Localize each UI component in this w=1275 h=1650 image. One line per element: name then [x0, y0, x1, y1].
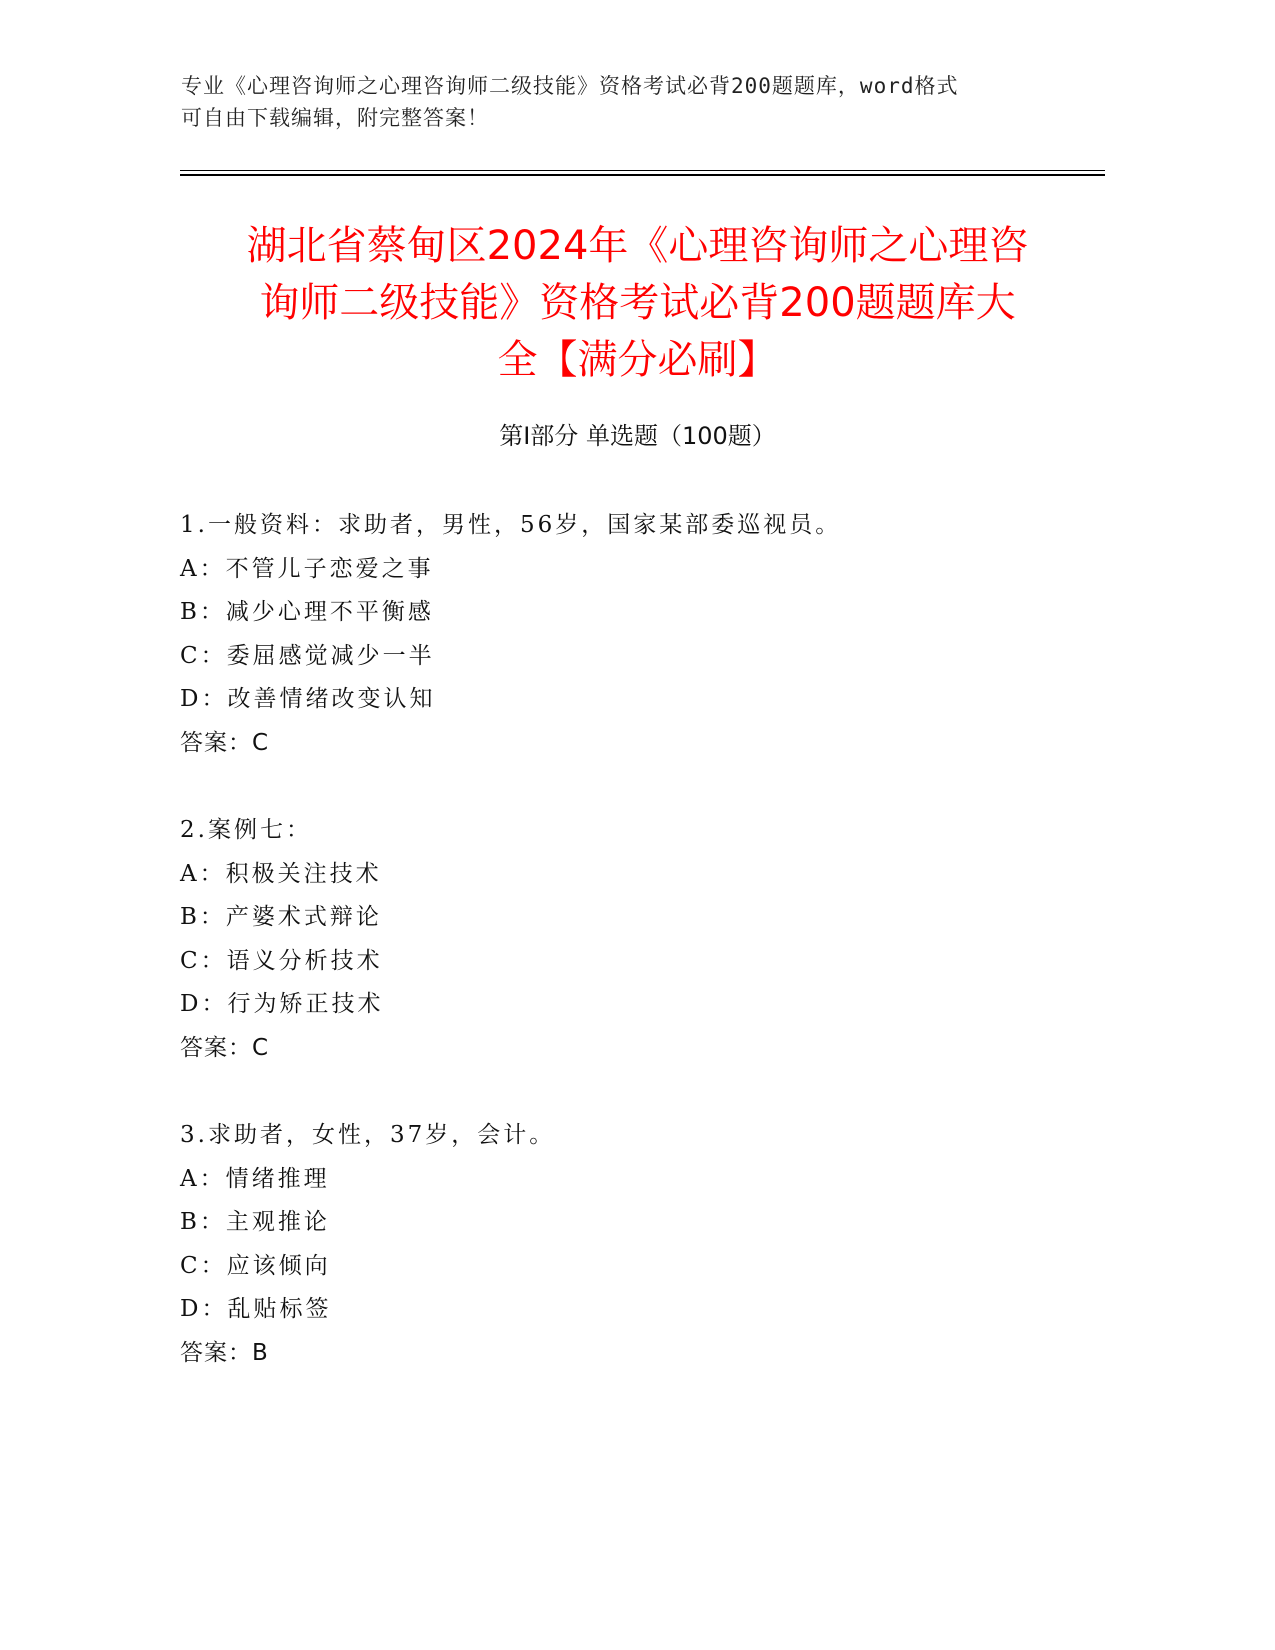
question-1	[180, 504, 1080, 765]
answer: 答案：C	[180, 1034, 270, 1061]
question-stem: 2.案例七：	[180, 817, 312, 843]
header-divider-thick	[180, 174, 1105, 176]
option-d: D：乱贴标签	[180, 1296, 332, 1322]
option-b: B：产婆术式辩论	[180, 904, 382, 930]
option-c: C：语义分析技术	[180, 947, 383, 974]
question-2	[180, 809, 1080, 1070]
option-b: B：主观推论	[180, 1209, 330, 1235]
option-d: D：改善情绪改变认知	[180, 686, 436, 712]
option-b: B：减少心理不平衡感	[180, 599, 434, 625]
header-note-line-1: 专业《心理咨询师之心理咨询师二级技能》资格考试必背200题题库，word格式	[181, 74, 959, 98]
option-a: A：不管儿子恋爱之事	[180, 555, 434, 582]
option-c: C：委屈感觉减少一半	[180, 642, 435, 669]
option-c: C：应该倾向	[180, 1252, 331, 1279]
option-d: D：行为矫正技术	[180, 991, 384, 1017]
header-note-line-2: 可自由下载编辑，附完整答案！	[181, 106, 489, 130]
option-a: A：积极关注技术	[180, 860, 382, 887]
answer: 答案：B	[180, 1339, 269, 1366]
document-title-line-1: 湖北省蔡甸区2024年《心理咨询师之心理咨	[246, 223, 1029, 269]
option-a: A：情绪推理	[180, 1165, 330, 1192]
header-divider-thin	[180, 170, 1105, 171]
document-title	[170, 218, 1105, 389]
header-note	[181, 70, 1061, 134]
question-stem: 1.一般资料：求助者，男性，56岁，国家某部委巡视员。	[180, 512, 842, 538]
section-heading: 第Ⅰ部分 单选题（100题）	[499, 422, 776, 450]
answer: 答案：C	[180, 729, 270, 756]
document-title-line-3: 全【满分必刷】	[497, 337, 778, 383]
question-3	[180, 1114, 1080, 1375]
question-stem: 3.求助者，女性，37岁，会计。	[180, 1122, 556, 1148]
document-title-line-2: 询师二级技能》资格考试必背200题题库大	[259, 280, 1016, 326]
